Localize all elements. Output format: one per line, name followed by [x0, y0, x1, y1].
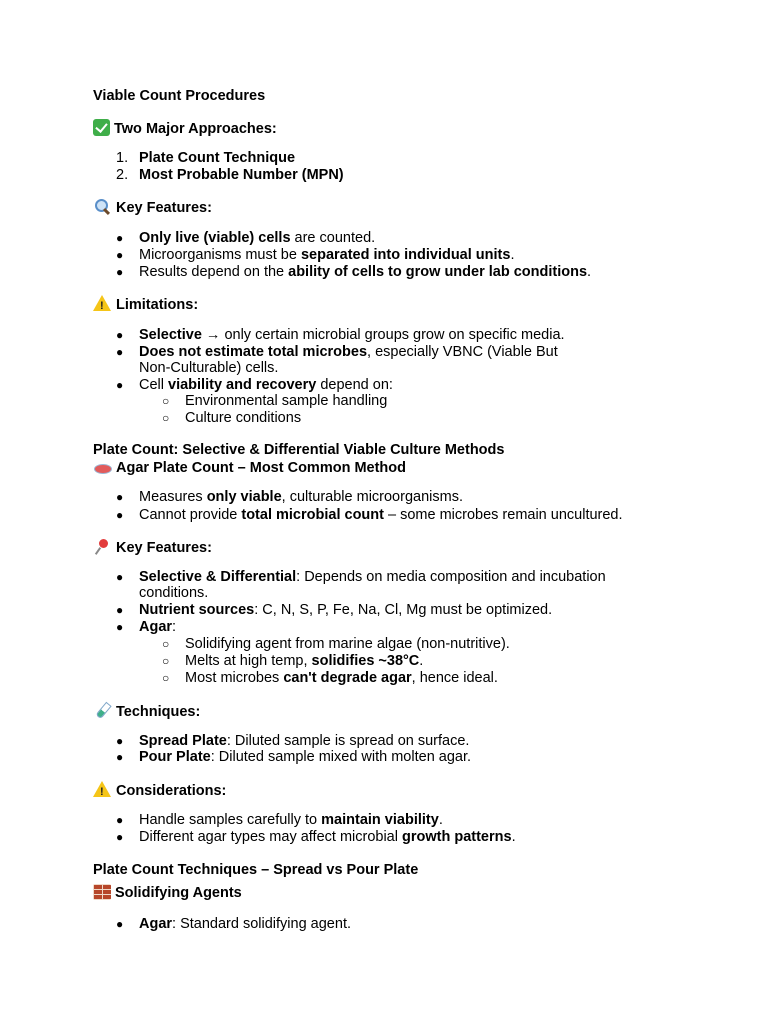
section-subheading-solidifying-agents: Solidifying Agents — [93, 884, 242, 902]
section-heading-approaches: Two Major Approaches: — [93, 119, 277, 138]
section-heading-plate-count: Plate Count: Selective & Differential Viable Culture Methods — [93, 442, 505, 458]
list-item-continuation: conditions. — [139, 585, 209, 601]
petri-dish-icon — [93, 458, 112, 475]
list-item-continuation: Non-Culturable) cells. — [139, 360, 279, 376]
warning-icon — [93, 295, 112, 312]
section-heading-limitations: !Limitations: — [93, 295, 198, 314]
section-heading-techniques: Techniques: — [93, 702, 200, 721]
test-tube-icon — [93, 702, 112, 719]
brick-icon — [93, 884, 111, 900]
magnifying-glass-icon — [93, 198, 112, 215]
section-heading-key-features-2: Key Features: — [93, 538, 212, 557]
section-heading-key-features: Key Features: — [93, 198, 212, 217]
warning-icon — [93, 781, 112, 798]
section-heading-considerations: !Considerations: — [93, 781, 226, 800]
pushpin-icon — [93, 538, 112, 555]
section-subheading-agar-plate-count: Agar Plate Count – Most Common Method — [93, 458, 406, 477]
page-title: Viable Count Procedures — [93, 88, 266, 104]
check-mark-icon — [93, 119, 110, 136]
document-page: Viable Count Procedures Two Major Approaches: 1. Plate Count Technique 2. Most Probable Number (MPN) Key Features: ● Only live (viable) cells are counted. ● Microorganisms must be separated into individual units. ● Results depend on the ability of cells to grow under lab conditions. !Limitations: ● Selective → only certain microbial groups grow on specific media. ● Does not estimate total microbes, especially VBNC (Viable But Non-Culturable) cells. ● Cell viability and recovery depend on: ○ Environmental sample handling ○ Culture conditions Plate Count: Selective & Differential Viable Culture Methods Agar Plate Count – Most Common Method ● Measures only viable, culturable microorganisms. ● Cannot provide total microbial count – some microbes remain uncultured. Key Features: ● Selective & Differential: Depends on media composition and incubation conditions. ● Nutrient sources: C, N, S, P, Fe, Na, Cl, Mg must be optimized. ● Agar: ○ Solidifying agent from marine algae (non-nutritive). ○ Melts at high temp, solidifies ~38°C. ○ Most microbes can't degrade agar, hence ideal. Techniques: ● Spread Plate: Diluted sample is spread on surface. ● Pour Plate: Diluted sample mixed with molten agar. !Considerations: ● Handle samples carefully to maintain viability. ● Different agar types may affect microbial growth patterns. Plate Count Techniques – Spread vs Pour Plate Solidifying Agents ● Agar: Standard solidifying agent. — [0, 0, 768, 1024]
section-heading-spread-vs-pour: Plate Count Techniques – Spread vs Pour Plate — [93, 862, 419, 878]
